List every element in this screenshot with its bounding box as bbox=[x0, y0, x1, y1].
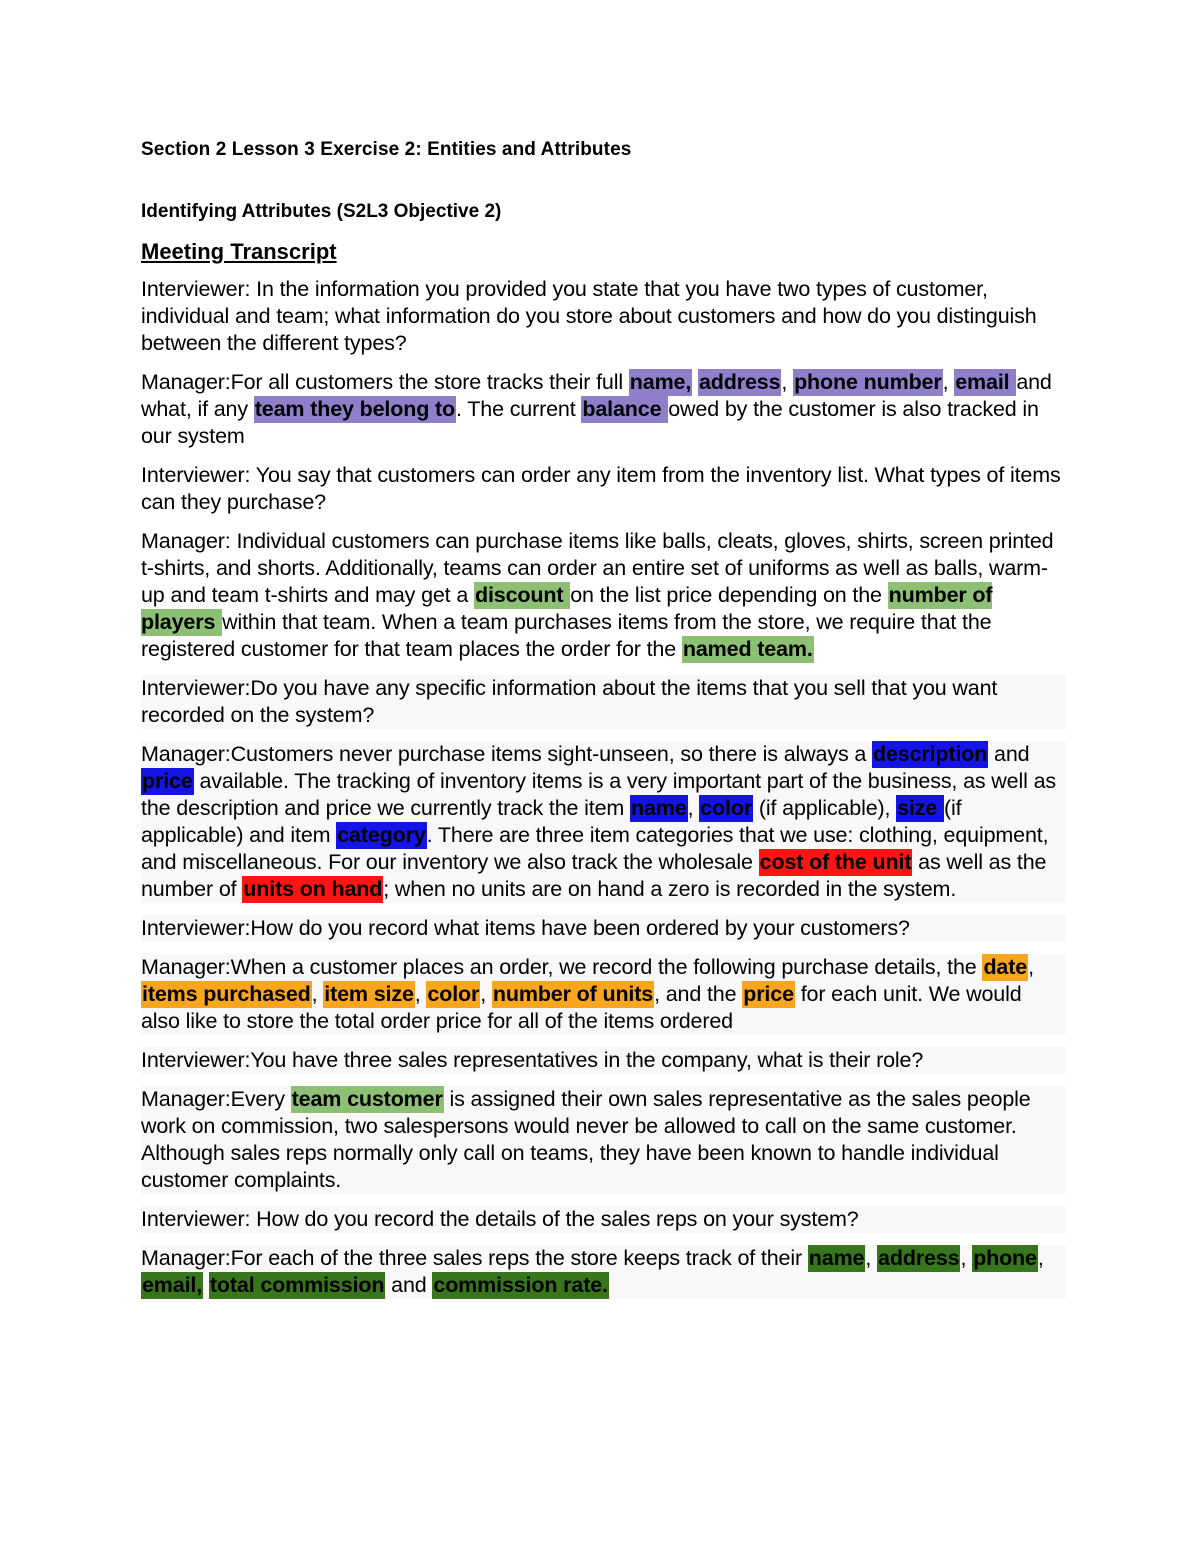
document-subtitle: Identifying Attributes (S2L3 Objective 2) bbox=[141, 201, 502, 222]
highlighted-attribute: email bbox=[955, 370, 1016, 394]
interviewer-paragraph bbox=[141, 1047, 1066, 1074]
document-page bbox=[141, 139, 1066, 1311]
manager-paragraph bbox=[141, 1086, 1066, 1194]
highlighted-attribute: discount bbox=[474, 583, 570, 607]
meeting-transcript bbox=[141, 276, 1066, 1299]
transcript-text: Manager:Customers never purchase items sight-unseen, so there is always a bbox=[141, 742, 872, 766]
transcript-text: Manager:When a customer places an order, we record the following purchase details, the bbox=[141, 955, 983, 979]
section-heading: Meeting Transcript bbox=[141, 239, 337, 264]
transcript-text: owed by the customer is also tracked in our system bbox=[141, 397, 1039, 448]
highlighted-attribute: item size bbox=[324, 982, 414, 1006]
interviewer-paragraph bbox=[141, 675, 1066, 729]
highlighted-attribute: price bbox=[142, 769, 193, 793]
transcript-text: , bbox=[311, 982, 324, 1006]
transcript-text: ; when no units are on hand a zero is recorded in the system. bbox=[383, 877, 957, 901]
transcript-text: Interviewer:You have three sales representatives in the company, what is their role? bbox=[141, 1048, 924, 1072]
highlighted-attribute: commission rate. bbox=[433, 1273, 608, 1297]
transcript-text: Manager:Every bbox=[141, 1087, 291, 1111]
transcript-text: and bbox=[385, 1273, 433, 1297]
transcript-text: , bbox=[1037, 1246, 1044, 1270]
transcript-text: within that team. When a team purchases items from the store, we require that the registered customer for that team places the order for the bbox=[141, 610, 992, 661]
transcript-text: for each unit. We would also like to store the total order price for all of the items ordered bbox=[141, 982, 1022, 1033]
manager-paragraph bbox=[141, 954, 1066, 1035]
transcript-text: . The current bbox=[456, 397, 582, 421]
interviewer-paragraph bbox=[141, 915, 1066, 942]
highlighted-attribute: units on hand bbox=[243, 877, 383, 901]
transcript-text: Manager: Individual customers can purchase items like balls, cleats, gloves, shirts, screen printed t-shirts, and shorts. Additionally, teams can order an entire set of uniforms as well as balls, warm-up and team t-shirts and may get a bbox=[141, 529, 1054, 607]
transcript-text: . There are three item categories that we use: clothing, equipment, and miscellaneous. For our inventory we also track the wholesale bbox=[141, 823, 1049, 874]
manager-paragraph bbox=[141, 741, 1066, 903]
highlighted-attribute: items purchased bbox=[142, 982, 311, 1006]
highlighted-attribute: address bbox=[699, 370, 781, 394]
transcript-text: Interviewer:How do you record what items have been ordered by your customers? bbox=[141, 916, 910, 940]
highlighted-attribute: email, bbox=[142, 1273, 203, 1297]
highlighted-attribute: named team. bbox=[682, 637, 813, 661]
transcript-text: (if applicable) and item bbox=[141, 796, 962, 847]
highlighted-attribute: name, bbox=[629, 370, 692, 394]
manager-paragraph bbox=[141, 528, 1066, 663]
transcript-text: Interviewer: How do you record the details of the sales reps on your system? bbox=[141, 1207, 859, 1231]
highlighted-attribute: phone number bbox=[794, 370, 942, 394]
manager-paragraph bbox=[141, 1245, 1066, 1299]
highlighted-attribute: balance bbox=[582, 397, 668, 421]
transcript-text: and bbox=[988, 742, 1030, 766]
highlighted-attribute: team customer bbox=[291, 1087, 443, 1111]
highlighted-attribute: date bbox=[983, 955, 1028, 979]
document-title: Section 2 Lesson 3 Exercise 2: Entities and Attributes bbox=[141, 139, 632, 160]
transcript-text: , bbox=[687, 796, 700, 820]
highlighted-attribute: name bbox=[808, 1246, 865, 1270]
interviewer-paragraph bbox=[141, 462, 1066, 516]
highlighted-attribute: total commission bbox=[209, 1273, 385, 1297]
transcript-text: Interviewer: In the information you provided you state that you have two types of customer, individual and team; what information do you store about customers and how do you distinguish between the different types? bbox=[141, 277, 1037, 355]
highlighted-attribute: name bbox=[631, 796, 687, 820]
transcript-text: as well as the number of bbox=[141, 850, 1047, 901]
highlighted-attribute: category bbox=[337, 823, 426, 847]
transcript-text: Manager:For all customers the store tracks their full bbox=[141, 370, 629, 394]
highlighted-attribute: number of players bbox=[141, 583, 993, 634]
highlighted-attribute: number of units bbox=[492, 982, 654, 1006]
transcript-text: , bbox=[781, 370, 794, 394]
highlighted-attribute: cost of the unit bbox=[759, 850, 912, 874]
transcript-text: is assigned their own sales representative as the sales people work on commission, two salespersons would never be allowed to call on the same customer. Although sales reps normally only call on teams, they have been known to handle individual customer complaints. bbox=[141, 1087, 1031, 1192]
highlighted-attribute: size bbox=[897, 796, 944, 820]
transcript-text: , bbox=[865, 1246, 878, 1270]
transcript-text: , bbox=[1028, 955, 1034, 979]
highlighted-attribute: color bbox=[427, 982, 480, 1006]
transcript-text: available. The tracking of inventory items is a very important part of the business, as well as the description and price we currently track the item bbox=[141, 769, 1056, 820]
highlighted-attribute: color bbox=[700, 796, 753, 820]
transcript-text: , bbox=[960, 1246, 973, 1270]
transcript-text: (if applicable), bbox=[753, 796, 897, 820]
transcript-text: Manager:For each of the three sales reps the store keeps track of their bbox=[141, 1246, 808, 1270]
highlighted-attribute: price bbox=[743, 982, 794, 1006]
transcript-text: Interviewer:Do you have any specific information about the items that you sell that you want recorded on the system? bbox=[141, 676, 998, 727]
transcript-text: on the list price depending on the bbox=[570, 583, 888, 607]
transcript-text: , bbox=[942, 370, 955, 394]
transcript-text: , and the bbox=[654, 982, 743, 1006]
highlighted-attribute: address bbox=[878, 1246, 960, 1270]
interviewer-paragraph bbox=[141, 1206, 1066, 1233]
transcript-text: Interviewer: You say that customers can order any item from the inventory list. What types of items can they purchase? bbox=[141, 463, 1061, 514]
transcript-text: , bbox=[414, 982, 427, 1006]
transcript-text: , bbox=[480, 982, 492, 1006]
highlighted-attribute: description bbox=[873, 742, 988, 766]
manager-paragraph bbox=[141, 369, 1066, 450]
highlighted-attribute: team they belong to bbox=[254, 397, 456, 421]
transcript-text: and what, if any bbox=[141, 370, 1052, 421]
interviewer-paragraph bbox=[141, 276, 1066, 357]
highlighted-attribute: phone bbox=[973, 1246, 1037, 1270]
